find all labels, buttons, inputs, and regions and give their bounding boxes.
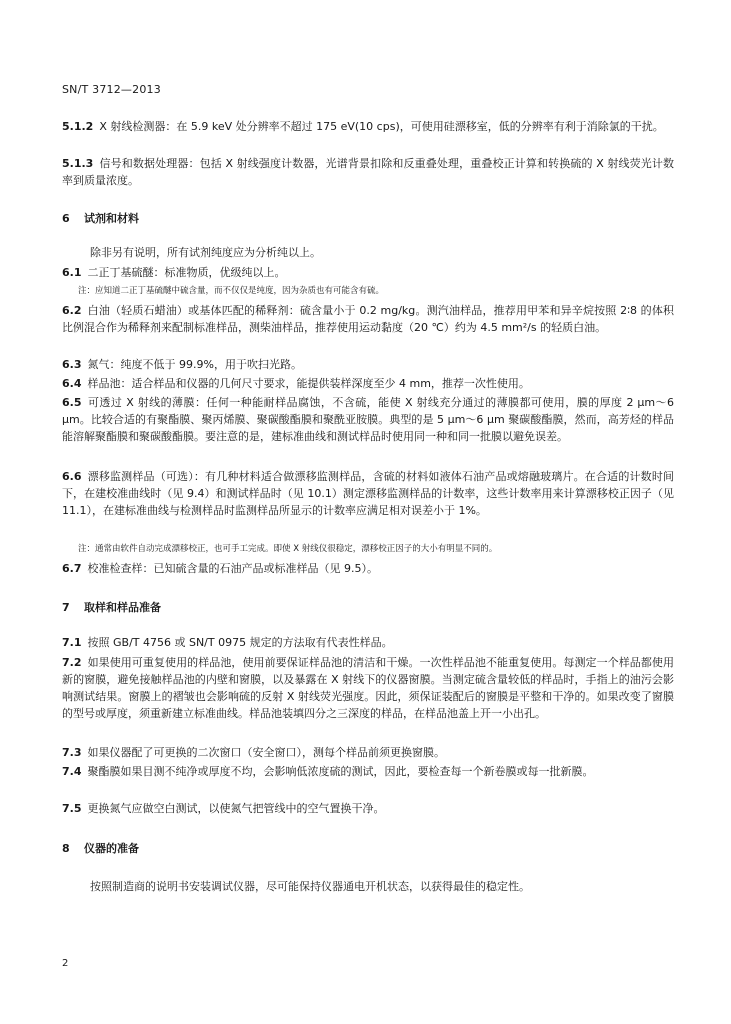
clause-number: 7.1 <box>62 636 82 649</box>
clause-text: 氮气：纯度不低于 99.9%，用于吹扫光路。 <box>87 358 302 371</box>
section-number: 8 <box>62 842 70 855</box>
clause-text: 二正丁基硫醚：标准物质，优级纯以上。 <box>87 266 286 279</box>
clause-7-5 <box>62 800 674 817</box>
clause-number: 6.2 <box>62 304 82 317</box>
page-number: 2 <box>62 958 69 969</box>
clause-7-2 <box>62 654 674 722</box>
clause-text: 校准检查样：已知硫含量的石油产品或标准样品（见 9.5）。 <box>87 562 378 575</box>
clause-5-1-2 <box>62 118 674 135</box>
clause-6-3 <box>62 356 674 373</box>
clause-number: 6.4 <box>62 377 82 390</box>
clause-text: 漂移监测样品（可选）：有几种材料适合做漂移监测样品，含硫的材料如液体石油产品或熔融玻璃片。在合适的计数时间下，在建校准曲线时（见 9.4）和测试样品时（见 10.1）测定漂移监测样品的计数率，这些计数率用来计算漂移校正因子（见 11.1），在建标准曲线与检测样品时监测样品所显示的计数率应满足相对误差小于 1%。 <box>62 470 674 517</box>
section-7-heading <box>62 599 161 615</box>
clause-text: 聚酯膜如果目测不纯净或厚度不均，会影响低浓度硫的测试，因此，要检查每一个新卷膜或每一批新膜。 <box>87 765 594 778</box>
section-title: 取样和样品准备 <box>84 601 161 614</box>
clause-number: 6.3 <box>62 358 82 371</box>
clause-6-2 <box>62 302 674 336</box>
clause-text: 可透过 X 射线的薄膜：任何一种能耐样品腐蚀，不含硫，能使 X 射线充分通过的薄膜都可使用，膜的厚度 2 μm～6 μm。比较合适的有聚酯膜、聚丙烯膜、聚碳酸酯膜和聚酰亚胺膜。典型的是 5 μm～6 μm 聚碳酸酯膜，然而，高芳烃的样品能溶解聚酯膜和聚碳酸酯膜。要注意的是，建标准曲线和测试样品时使用同一种和同一批膜以避免误差。 <box>62 396 674 443</box>
clause-text: 白油（轻质石蜡油）或基体匹配的稀释剂：硫含量小于 0.2 mg/kg。测汽油样品，推荐用甲苯和异辛烷按照 2∶8 的体积比例混合作为稀释剂来配制标准样品，测柴油样品，推荐使用运动黏度（20 ℃）约为 4.5 mm²/s 的轻质白油。 <box>62 304 674 334</box>
section-title: 试剂和材料 <box>84 212 139 225</box>
clause-text: 样品池：适合样品和仪器的几何尺寸要求，能提供装样深度至少 4 mm，推荐一次性使用。 <box>87 377 530 390</box>
clause-text: 如果仪器配了可更换的二次窗口（安全窗口），测每个样品前须更换窗膜。 <box>87 746 445 759</box>
clause-6-1 <box>62 264 674 281</box>
clause-text: 更换氮气应做空白测试，以使氮气把管线中的空气置换干净。 <box>87 802 385 815</box>
section-number: 7 <box>62 601 70 614</box>
clause-7-3 <box>62 744 674 761</box>
clause-7-1 <box>62 634 674 651</box>
clause-number: 6.5 <box>62 396 82 409</box>
section-6-intro: 除非另有说明，所有试剂纯度应为分析纯以上。 <box>90 246 321 259</box>
clause-6-4 <box>62 375 674 392</box>
section-number: 6 <box>62 212 70 225</box>
clause-number: 6.6 <box>62 470 82 483</box>
clause-number: 5.1.2 <box>62 120 94 133</box>
clause-text: 按照 GB/T 4756 或 SN/T 0975 规定的方法取有代表性样品。 <box>87 636 393 649</box>
clause-number: 7.2 <box>62 656 82 669</box>
clause-text: 信号和数据处理器：包括 X 射线强度计数器，光谱背景扣除和反重叠处理，重叠校正计算和转换硫的 X 射线荧光计数率到质量浓度。 <box>62 157 674 187</box>
clause-number: 6.1 <box>62 266 82 279</box>
clause-5-1-3 <box>62 155 674 189</box>
clause-number: 6.7 <box>62 562 82 575</box>
section-title: 仪器的准备 <box>84 842 139 855</box>
clause-number: 7.4 <box>62 765 82 778</box>
clause-7-4 <box>62 763 674 780</box>
clause-text: 如果使用可重复使用的样品池，使用前要保证样品池的清洁和干燥。一次性样品池不能重复使用。每测定一个样品都使用新的窗膜，避免接触样品池的内壁和窗膜，以及暴露在 X 射线下的仪器窗膜。当测定硫含量较低的样品时，手指上的油污会影响测试结果。窗膜上的褶皱也会影响硫的反射 X 射线荧光强度。因此，须保证装配后的窗膜是平整和干净的。如果改变了窗膜的型号或厚度，须重新建立标准曲线。样品池装填四分之三深度的样品，在样品池盖上开一小出孔。 <box>62 656 674 720</box>
clause-text: X 射线检测器：在 5.9 keV 处分辨率不超过 175 eV(10 cps)，可使用硅漂移室，低的分辨率有利于消除氯的干扰。 <box>99 120 664 133</box>
note-6-6: 注：通常由软件自动完成漂移校正，也可手工完成。即使 X 射线仪很稳定，漂移校正因子的大小有明显不同的。 <box>78 544 498 554</box>
section-6-heading <box>62 210 139 226</box>
standard-number-header: SN/T 3712—2013 <box>62 83 161 96</box>
note-6-1: 注：应知道二正丁基硫醚中硫含量，而不仅仅是纯度，因为杂质也有可能含有硫。 <box>78 286 385 296</box>
section-8-intro: 按照制造商的说明书安装调试仪器，尽可能保持仪器通电开机状态，以获得最佳的稳定性。 <box>90 880 530 893</box>
clause-number: 7.5 <box>62 802 82 815</box>
clause-6-6 <box>62 468 674 519</box>
clause-number: 5.1.3 <box>62 157 94 170</box>
clause-number: 7.3 <box>62 746 82 759</box>
clause-6-7 <box>62 560 674 577</box>
section-8-heading <box>62 840 139 856</box>
clause-6-5 <box>62 394 674 445</box>
